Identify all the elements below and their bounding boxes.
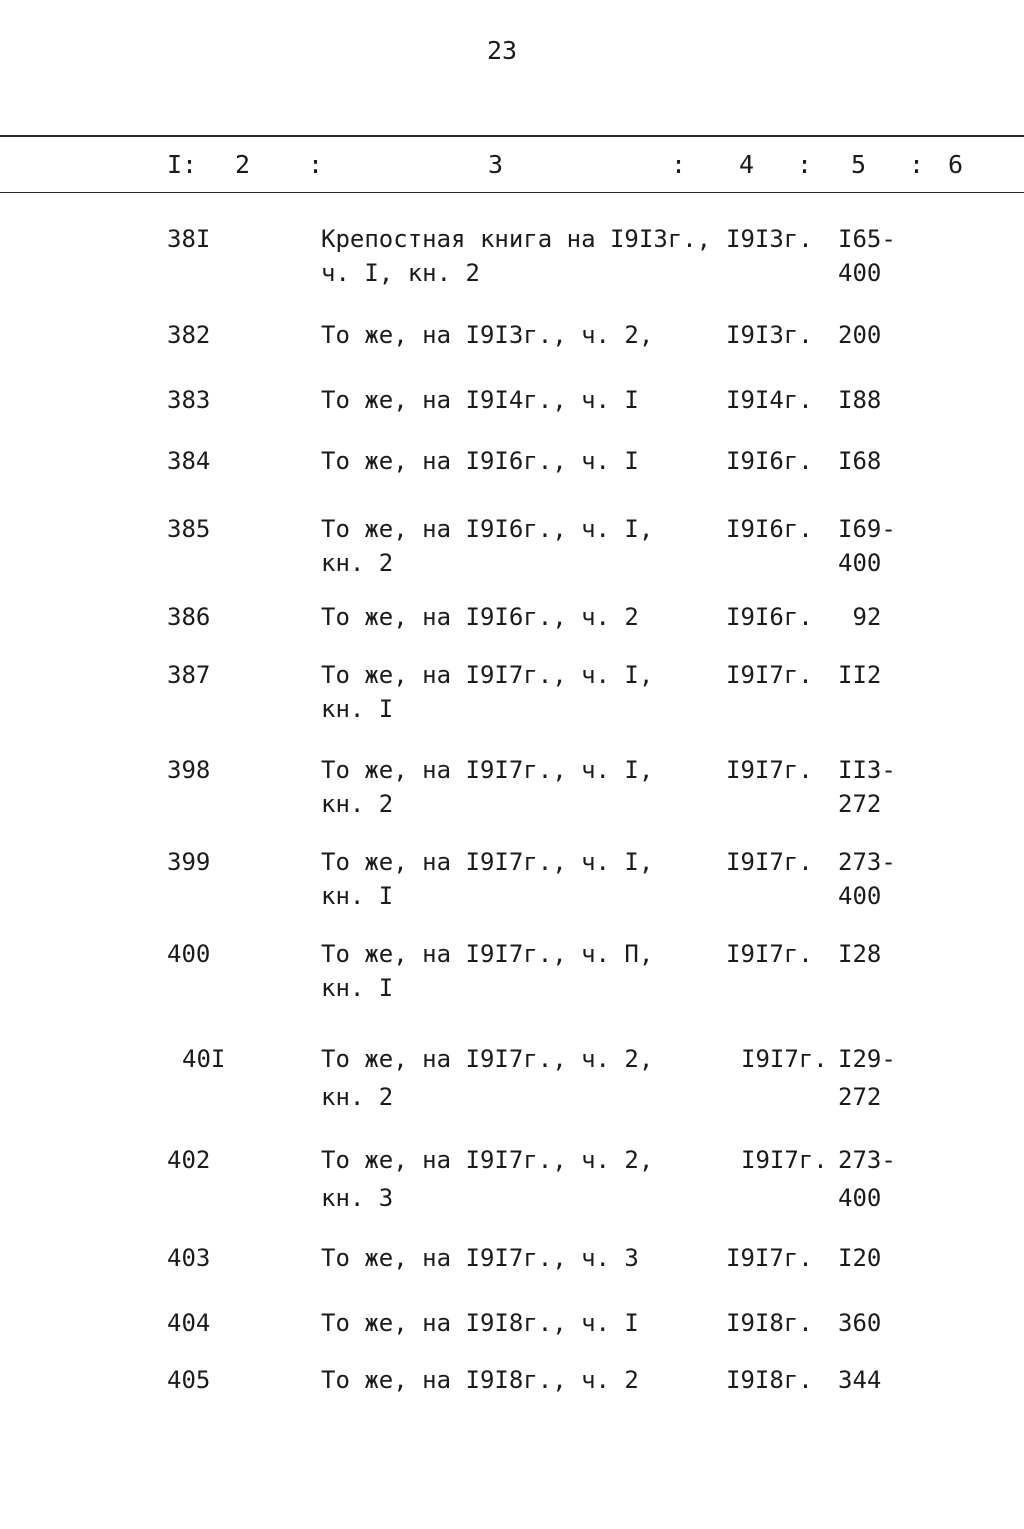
record-pages: 92 [838, 603, 882, 631]
record-title: То же, на I9I7г., ч. 2, кн. 2 [321, 1045, 654, 1111]
record-pages: I68 [838, 447, 882, 475]
record-title: То же, на I9I7г., ч. I, кн. I [321, 661, 654, 723]
header-separator: : [308, 150, 324, 179]
record-pages: 273- 400 [838, 848, 896, 910]
record-number: 405 [167, 1366, 211, 1394]
record-date: I9I7г. [741, 1045, 828, 1073]
record-date: I9I7г. [741, 1146, 828, 1174]
record-number: 40I [182, 1045, 226, 1073]
table-top-rule [0, 135, 1024, 137]
record-title: То же, на I9I7г., ч. 2, кн. 3 [321, 1146, 654, 1212]
table-header [0, 150, 1024, 182]
record-pages: II3- 272 [838, 756, 896, 818]
record-pages: I65- 400 [838, 225, 896, 287]
record-number: 387 [167, 661, 211, 689]
record-date: I9I8г. [726, 1309, 813, 1337]
page-number: 23 [486, 36, 518, 65]
record-date: I9I6г. [726, 447, 813, 475]
record-number: 404 [167, 1309, 211, 1337]
header-separator: : [797, 150, 813, 179]
record-title: То же, на I9I6г., ч. I, кн. 2 [321, 515, 654, 577]
header-col-6: 6 [948, 150, 964, 179]
record-title: То же, на I9I8г., ч. 2 [321, 1366, 639, 1394]
record-number: 403 [167, 1244, 211, 1272]
record-date: I9I3г. [726, 225, 813, 253]
record-date: I9I8г. [726, 1366, 813, 1394]
record-title: То же, на I9I7г., ч. П, кн. I [321, 940, 654, 1002]
record-pages: II2 [838, 661, 882, 689]
record-title: То же, на I9I7г., ч. 3 [321, 1244, 639, 1272]
record-title: Крепостная книга на I9I3г., ч. I, кн. 2 [321, 225, 712, 287]
record-number: 398 [167, 756, 211, 784]
record-date: I9I6г. [726, 515, 813, 543]
record-title: То же, на I9I6г., ч. 2 [321, 603, 639, 631]
record-date: I9I6г. [726, 603, 813, 631]
record-date: I9I7г. [726, 848, 813, 876]
record-title: То же, на I9I6г., ч. I [321, 447, 639, 475]
record-date: I9I7г. [726, 1244, 813, 1272]
record-pages: 200 [838, 321, 882, 349]
record-date: I9I4г. [726, 386, 813, 414]
record-number: 402 [167, 1146, 211, 1174]
record-date: I9I3г. [726, 321, 813, 349]
record-date: I9I7г. [726, 940, 813, 968]
record-pages: 344 [838, 1366, 882, 1394]
header-col-1: I [167, 150, 183, 179]
header-separator: : [182, 150, 198, 179]
record-pages: I28 [838, 940, 882, 968]
header-col-5: 5 [851, 150, 867, 179]
record-number: 382 [167, 321, 211, 349]
record-number: 383 [167, 386, 211, 414]
header-separator: : [671, 150, 687, 179]
header-col-2: 2 [235, 150, 251, 179]
record-title: То же, на I9I3г., ч. 2, [321, 321, 654, 349]
header-col-3: 3 [488, 150, 504, 179]
record-pages: 273- 400 [838, 1146, 896, 1212]
record-number: 384 [167, 447, 211, 475]
record-title: То же, на I9I8г., ч. I [321, 1309, 639, 1337]
record-date: I9I7г. [726, 661, 813, 689]
header-separator: : [909, 150, 925, 179]
record-date: I9I7г. [726, 756, 813, 784]
record-number: 386 [167, 603, 211, 631]
record-pages: I88 [838, 386, 882, 414]
record-number: 400 [167, 940, 211, 968]
record-pages: I29- 272 [838, 1045, 896, 1111]
record-number: 399 [167, 848, 211, 876]
table-header-rule [0, 192, 1024, 193]
record-title: То же, на I9I4г., ч. I [321, 386, 639, 414]
record-number: 38I [167, 225, 211, 253]
record-pages: I69- 400 [838, 515, 896, 577]
header-col-4: 4 [739, 150, 755, 179]
record-title: То же, на I9I7г., ч. I, кн. 2 [321, 756, 654, 818]
record-number: 385 [167, 515, 211, 543]
record-title: То же, на I9I7г., ч. I, кн. I [321, 848, 654, 910]
record-pages: 360 [838, 1309, 882, 1337]
record-pages: I20 [838, 1244, 882, 1272]
